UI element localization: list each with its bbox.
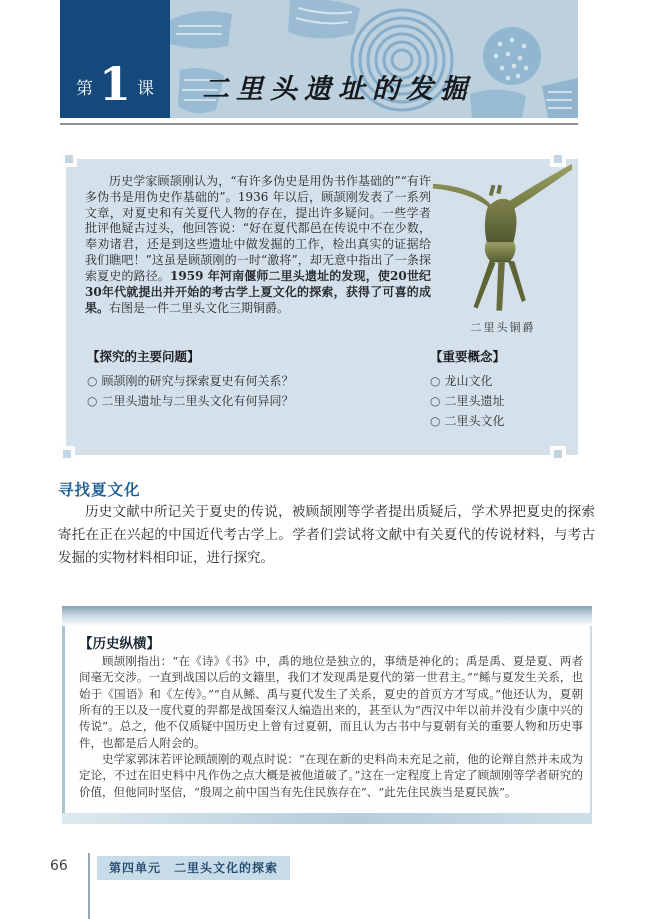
history-sidebar-box: [62, 606, 592, 824]
sidebar-paragraph-1: 顾颉刚指出：“在《诗》《书》中，禹的地位是独立的，事绩是神化的；禹是禹、夏是夏、两者间毫无交涉。一直到战国以后的文籍里，我们才发现禹是夏代的第一世君主。”“鲧与夏发生关系，也始于《国语》和《左传》。”“自从鲧、禹与夏代发生了关系，夏史的首页方才写成。”他还认为，夏朝所有的王以及一度代夏的羿都是战国秦汉人编造出来的，甚至认为“西汉中年以前并没有少康中兴的传说”。总之，他不仅质疑中国历史上曾有过夏朝，而且认为古书中与夏朝有关的重要人物和历史事件，也都是后人附会的。: [79, 654, 583, 750]
lesson-intro-box: [66, 159, 578, 455]
concept-text: 二里头遗址: [444, 394, 505, 408]
circle-bullet-icon: ○: [430, 374, 441, 388]
concept-item: [430, 371, 570, 391]
lesson-suffix: 课: [137, 79, 154, 99]
corner-square-icon: [61, 151, 77, 167]
sidebar-title: 【历史纵横】: [79, 636, 160, 652]
section-paragraph: 历史文献中所记关于夏史的传说，被顾颉刚等学者提出质疑后，学术界把夏史的探索寄托在正在兴起的中国近代考古学上。学者们尝试将文献中有关夏代的传说材料，与考古发掘的实物材料相印证，进行探究。: [58, 504, 595, 566]
bronze-jue-image: [432, 151, 574, 313]
circle-bullet-icon: ○: [430, 414, 441, 428]
intro-paragraph-lead: 历史学家顾颉刚认为，“有许多伪史是用伪书作基础的”“有许多伪书是用伪史作基础的”。1936 年以后，顾颉刚发表了一系列文章，对夏史和有关夏代人物的存在，提出许多疑问。一些学者批评他疑古过头，他回答说：“好在夏代都邑在传说中不在少数，奉劝诸君，还是到这些遗址中做发掘的工作，检出真实的证据给我们瞧吧！”这虽是顾颉刚的一时“激将”，却无意中指出了一条探索夏史的路径。: [85, 174, 431, 283]
lesson-number-badge: [60, 0, 170, 118]
unit-label: 第四单元 二里头文化的探索: [97, 856, 290, 880]
question-text: 顾颉刚的研究与探索夏史有何关系？: [101, 374, 294, 388]
corner-square-icon: [550, 446, 566, 462]
section-heading: 寻找夏文化: [58, 481, 141, 499]
circle-bullet-icon: ○: [430, 394, 441, 408]
sidebar-paragraph-2: 史学家郭沫若评论顾颉刚的观点时说：“在现在新的史料尚未充足之前，他的论辩自然并未成为定论，不过在旧史料中凡作伪之点大概是被他道破了。”这在一定程度上肯定了顾颉刚等学者研究的价值，但他同时坚信，“殷周之前中国当有先住民族存在”、“此先住民族当是夏民族”。: [79, 751, 583, 799]
footer-divider: [88, 853, 90, 919]
circle-bullet-icon: ○: [87, 394, 98, 408]
concepts-title: 【重要概念】: [430, 349, 506, 364]
lesson-number: 1: [98, 56, 131, 111]
page-number: 66: [50, 858, 68, 874]
question-item: [87, 391, 417, 411]
concept-text: 龙山文化: [444, 374, 493, 388]
concept-text: 二里头文化: [444, 414, 505, 428]
concept-item: [430, 391, 570, 411]
chapter-title: 二里头遗址的发掘: [202, 74, 474, 105]
chapter-banner: [170, 0, 578, 118]
question-item: [87, 371, 417, 391]
intro-paragraph-tail: 右图是一件二里头文化三期铜爵。: [109, 300, 290, 315]
question-text: 二里头遗址与二里头文化有何异同？: [101, 394, 294, 408]
sidebar-bottom-gradient-bar: [62, 813, 592, 824]
header-divider: [60, 123, 578, 125]
sidebar-body: [79, 653, 583, 800]
intro-paragraph-highlight: 1959 年河南偃师二里头遗址的发现，使20世纪30年代就提出并开始的考古学上夏文化的探索，获得了可喜的成果。: [85, 268, 431, 315]
lesson-prefix: 第: [75, 79, 93, 99]
figure-caption: 二里头铜爵: [470, 321, 536, 334]
key-concepts-block: [430, 347, 570, 431]
main-questions-block: [87, 347, 417, 411]
concept-item: [430, 411, 570, 431]
bronze-jue-figure: [432, 151, 574, 335]
sidebar-top-gradient-bar: [62, 606, 592, 626]
intro-paragraph: [85, 174, 431, 316]
circle-bullet-icon: ○: [87, 374, 98, 388]
questions-title: 【探究的主要问题】: [87, 349, 200, 364]
corner-square-icon: [59, 446, 75, 462]
